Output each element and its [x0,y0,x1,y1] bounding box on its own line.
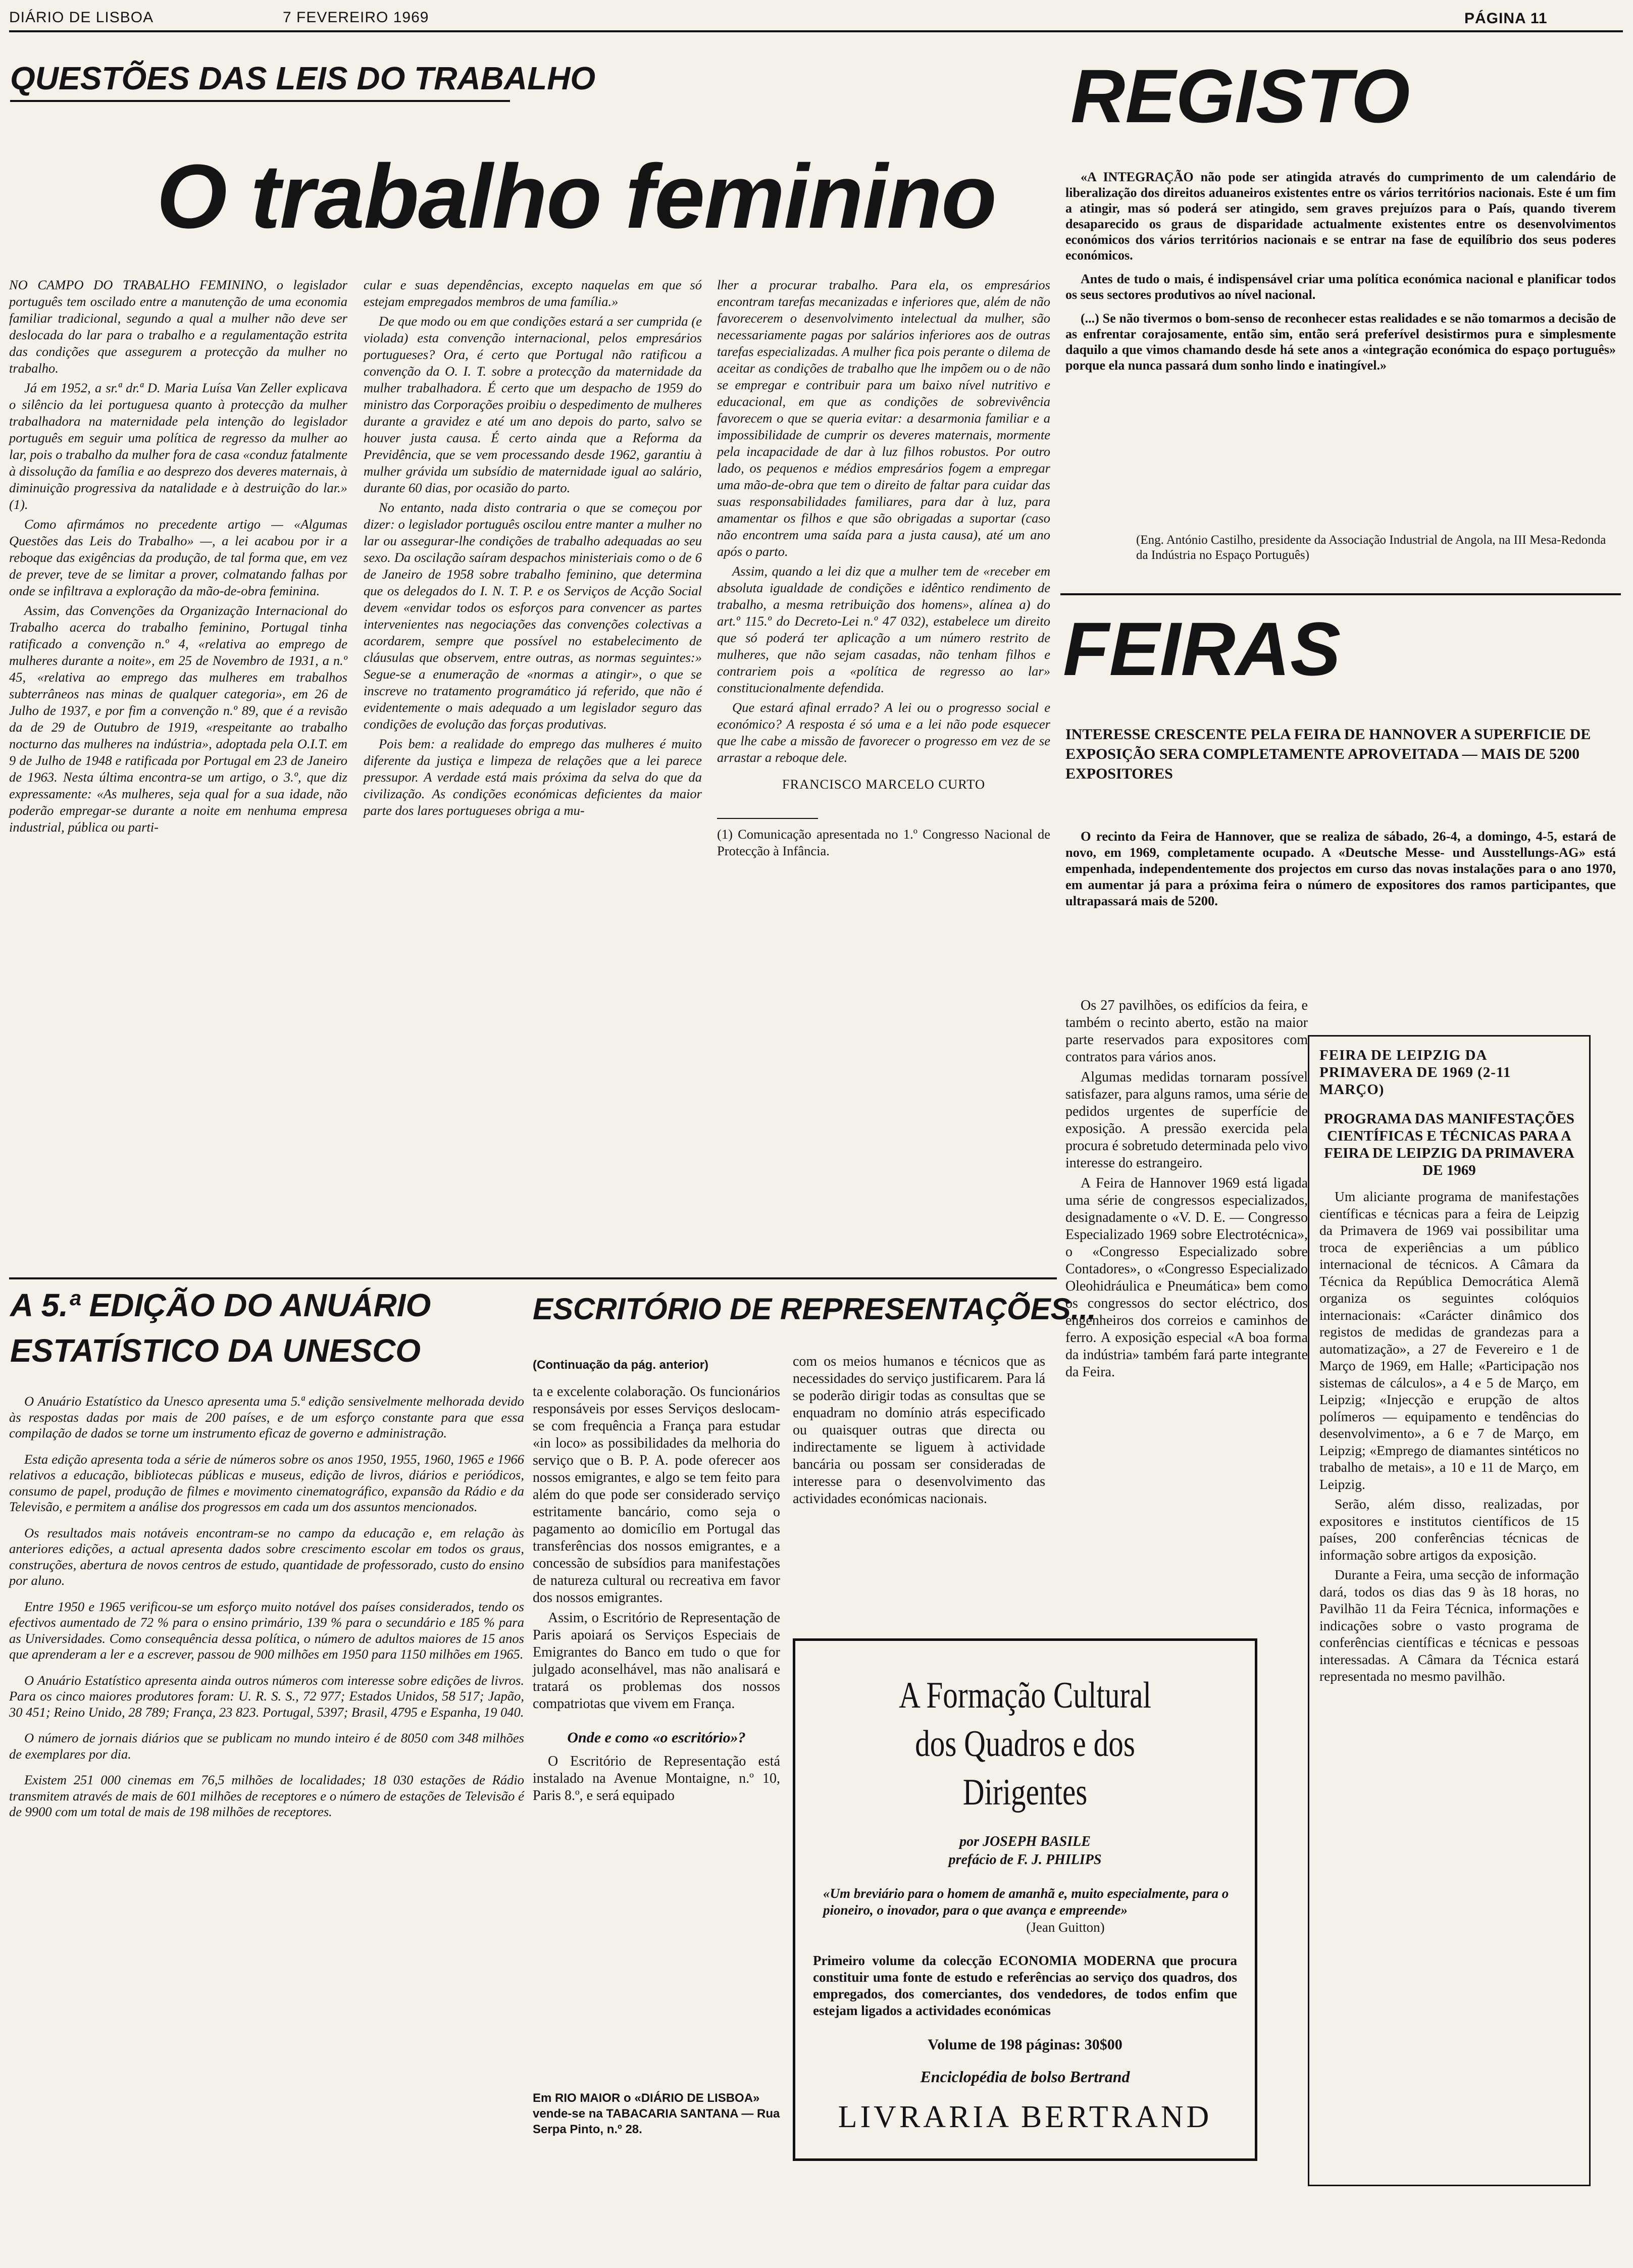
unesco-paragraph: Entre 1950 e 1965 verificou-se um esforço muito notável dos países considerados, tendo os efectivos aumentado de 72 % para o ensino primário, 139 % para o secundário e 185 % para as Universidades. Como consequência dessa política, o número de adultos maiores de 15 anos que aprenderam a ler e a escrever, passou de 900 milhões em 1950 para 1150 milhões em 1965. [9,1599,524,1662]
article-column-1 [9,277,347,839]
feiras-heading: FEIRAS [1063,606,1341,691]
article-paragraph: cular e suas dependências, excepto naquelas em que só estejam empregados membros de uma família.» [364,277,702,309]
leipzig-paragraph: Durante a Feira, uma secção de informação dará, todos os dias das 9 às 18 horas, no Pavilhão 11 da Feira Técnica, informações e indicações sobre o vasto programa de conferências científicas e técnicas e pessoas interessadas. A Câmara da Técnica estará representada no mesmo pavilhão. [1319,1567,1579,1684]
ad-author: por JOSEPH BASILE [959,1834,1091,1849]
registo-credit: (Eng. António Castilho, presidente da Associação Industrial de Angola, na III Mesa-Redonda da Indústria no Espaço Português) [1136,533,1606,562]
unesco-title-line-1: A 5.ª EDIÇÃO DO ANUÁRIO [10,1287,431,1323]
masthead-rule [9,30,1623,32]
article-paragraph: Assim, das Convenções da Organização Internacional do Trabalho acerca do trabalho feminino, Portugal tinha ratificado a convenção n.º 4, «relativa ao emprego de mulheres durante a noite», em 25 de Novembro de 1931, a n.º 45, «relativa ao emprego das mulheres em trabalhos subterrâneos nas minas de qualquer categoria», em 26 de Julho de 1937, e por fim a convenção n.º 89, que é a revisão da de 29 de Outubro de 1919, «respeitante ao trabalho nocturno das mulheres na indústria», adoptada pela O.I.T. em 9 de Julho de 1948 e ratificada por Portugal em 23 de Janeiro de 1963. Nesta última encontra-se um artigo, o 3.º, que diz expressamente: «As mulheres, seja qual for a sua idade, não poderão empregar-se durante a noite em nenhuma empresa industrial, pública ou parti- [9,603,347,835]
registo-body [1065,169,1616,376]
issue-date: 7 FEVEREIRO 1969 [283,9,429,26]
article-kicker: QUESTÕES DAS LEIS DO TRABALHO [10,60,596,96]
ad-title-line-2: dos Quadros e dos Dirigentes [915,1723,1135,1813]
rio-maior-note: Em RIO MAIOR o «DIÁRIO DE LISBOA» vende-se na TABACARIA SANTANA — Rua Serpa Pinto, n.º 28. [533,2091,780,2136]
leipzig-paragraph: Serão, além disso, realizadas, por expositores e institutos científicos de 15 países, 200 conferências técnicas de informação sobre artigos da exposição. [1319,1496,1579,1563]
ad-title-line-1: A Formação Cultural [899,1675,1151,1716]
unesco-paragraph: Existem 251 000 cinemas em 76,5 milhões de localidades; 18 030 estações de Rádio transmitem através de mais de 601 milhões de receptores e o número de estações de Televisão é de 9900 com um total de mais de 198 milhões de receptores. [9,1772,524,1819]
article-paragraph: Que estará afinal errado? A lei ou o progresso social e económico? A resposta é só uma e a lei não pode esquecer que lhe cabe a missão de favorecer o progresso em vez de se arrastar a reboque dele. [717,700,1050,765]
article-paragraph: lher a procurar trabalho. Para ela, os empresários encontram tarefas mecanizadas e inferiores que, além de não favorecerem o desenvolvimento intelectual da mulher, são necessariamente pagas por salários inferiores aos de outras tarefas especializadas. A mulher fica pois perante o dilema de aceitar as condições de trabalho que lhe impõem ou o de não se empregar e contribuir para um baixo nível nutritivo e educacional, em que as condições de sobrevivência favorecem o que se queria evitar: a desarmonia familiar e a impossibilidade de cumprir os deveres maternais, mormente pela incapacidade de dar à luz filhos robustos. Por outro lado, os pequenos e médios empresários fogem a empregar uma mão-de-obra que tem o direito de faltar para cuidar das suas responsabilidades familiares, para dar à luz, para amamentar os filhos e que são obrigadas a suportar (caso não encontrem uma saída para a justa causa), até um ano após o parto. [717,277,1050,559]
article-author: FRANCISCO MARCELO CURTO [782,777,986,792]
article-column-3 [717,277,1050,859]
section-rule [9,1277,1057,1279]
article-paragraph: Pois bem: a realidade do emprego das mulheres é muito diferente da justiça e limpeza de relações que a lei parece pressupor. A verdade está mais próxima da selva do que da civilização. As condições económicas deficientes da maior parte dos lares portugueses obriga a mu- [364,736,702,818]
article-footnote: (1) Comunicação apresentada no 1.º Congresso Nacional de Protecção à Infância. [717,827,1050,858]
escritorio-paragraph: ta e excelente colaboração. Os funcionários responsáveis por esses Serviços deslocam-se com frequência a França para estudar «in loco» as possibilidades da melhoria do serviço que o B. P. A. pode oferecer aos nossos emigrantes, e algo se tem feito para além do que pode ser considerado serviço estritamente bancário, como seja o pagamento ao domicílio em Portugal das transferências dos nossos emigrantes, e a concessão de subsídios para manifestações de natureza cultural ou recreativa em favor dos nossos emigrantes. [533,1384,780,1606]
unesco-body [9,1394,524,1823]
ad-series: Enciclopédia de bolso Bertrand [920,2068,1130,2086]
page-number: PÁGINA 11 [1464,10,1548,27]
escritorio-column-1 [533,1383,780,1808]
ad-preface: prefácio de F. J. PHILIPS [948,1852,1102,1868]
registo-paragraph: «A INTEGRAÇÃO não pode ser atingida através do cumprimento de um calendário de liberalização dos direitos aduaneiros existentes entre os vários territórios nacionais. Este é um fim a atingir, mas só poderá ser atingido, sem graves prejuízos para o País, quando tiverem desaparecido os graus de disparidade actualmente existentes entre os desenvolvimentos económicos dos vários territórios nacionais e se entrar na fase de equilíbrio dos seus poderes económicos. [1065,170,1616,263]
escritorio-paragraph: O Escritório de Representação está instalado na Avenue Montaigne, n.º 10, Paris 8.º, e será equipado [533,1754,780,1803]
unesco-title-line-2: ESTATÍSTICO DA UNESCO [10,1332,421,1369]
leipzig-paragraph: Um aliciante programa de manifestações científicas e técnicas para a feira de Leipzig da Primavera de 1969 vai possibilitar uma troca de experiências a um público internacional de técnicos. A Câmara da Técnica da República Democrática Alemã organiza os seguintes colóquios internacionais: «Carácter dinâmico dos registos de medidas de grandezas para a automatização», a 27 de Fevereiro e 1 de Março de 1969, em Halle; «Participação nos sistemas de cálculos», a 4 e 5 de Março, em Leipzig; «Injecção e erupção de altos polímeros — equipamento e tendências do desenvolvimento», a 6 e 7 de Março, em Leipzig; «Emprego de diamantes sintéticos no trabalho de metais», a 10 e 11 de Março, em Leipzig. [1319,1189,1579,1492]
unesco-paragraph: O Anuário Estatístico apresenta ainda outros números com interesse sobre edições de livros. Para os cinco maiores produtores foram: U. R. S. S., 72 977; Estados Unidos, 58 517; Japão, 30 451; Reino Unido, 28 789; França, 23 823. Portugal, 5397; Brasil, 4795 e Espanha, 19 040. [9,1672,524,1720]
escritorio-column-2 [793,1353,1045,1511]
kicker-rule [10,100,510,102]
leipzig-body [1319,1188,1579,1685]
escritorio-paragraph: com os meios humanos e técnicos que as necessidades do serviço justificarem. Para lá se poderão dirigir todas as consultas que se enquadram no domínio atrás especificado ou quaisquer outras que directa ou indirectamente se liguem à actividade bancária ou possam ser consideradas de interesse para o desenvolvimento das actividades económicas nacionais. [793,1354,1045,1507]
feiras-lead-paragraph: O recinto da Feira de Hannover, que se realiza de sábado, 26-4, a domingo, 4-5, estará de novo, em 1969, completamente ocupado. A «Deutsche Messe- und Ausstellungs-AG» está empenhada, independentemente dos projectos em curso das novas instalações para o ano 1970, em aumentar já para a próxima feira o número de expositores dos ramos participantes, que ultrapassará mais de 5200. [1065,829,1616,908]
unesco-paragraph: Esta edição apresenta toda a série de números sobre os anos 1950, 1955, 1960, 1965 e 1966 relativos a educação, bibliotecas públicas e museus, edição de livros, diários e periódicos, consumo de papel, produção de filmes e movimento cinematográfico, expansão da Rádio e da Televisão, e permitem a análise dos progressos em cada um dos assuntos mencionados. [9,1451,524,1514]
article-paragraph: De que modo ou em que condições estará a ser cumprida (e violada) esta convenção internacional, pelos empresários portugueses? Ora, é certo que Portugal não ratificou a convenção da O. I. T. sobre a protecção da maternidade da mulher trabalhadora. É certo que um despacho de 1959 do ministro das Corporações proibiu o despedimento de mulheres durante a gravidez e até um ano depois do parto, salvo se houver justa causa. É certo ainda que a Reforma da Previdência, que se vem processando desde 1962, garantiu à mulher grávida um subsídio de maternidade igual ao salário, durante 60 dias, por ocasião do parto. [364,314,702,495]
article-paragraph: Assim, quando a lei diz que a mulher tem de «receber em absoluta igualdade de condições e idêntico rendimento de trabalho, a mesma retribuição dos homens», alínea a) do art.º 115.º do Decreto-Lei n.º 47 032), estabelece um direito que só poderá ter aplicação a um número restrito de mulheres, que não sejam casadas, não tenham filhos e contrariem pois a «política de regresso ao lar» constitucionalmente defendida. [717,563,1050,695]
feiras-subhead: INTERESSE CRESCENTE PELA FEIRA DE HANNOVER A SUPERFICIE DE EXPOSIÇÃO SERA COMPLETAMENTE APROVEITADA — MAIS DE 5200 EXPOSITORES [1065,726,1591,782]
escritorio-title: ESCRITÓRIO DE REPRESENTAÇÕES... [533,1292,1096,1326]
registo-paragraph: Antes de tudo o mais, é indispensável criar uma política económica nacional e planificar todos os seus sectores produtivos ao nível nacional. [1065,272,1616,302]
escritorio-subheading: Onde e como «o escritório»? [567,1729,746,1746]
article-paragraph: Como afirmámos no precedente artigo — «Algumas Questões das Leis do Trabalho» —, a lei acabou por ir a reboque das exigências da produção, de tal forma que, em vez de prever, teve de se limitar a prover, colmatando falhas por onde se infiltrava a exploração da mão-de-obra feminina. [9,517,347,598]
feiras-lead [1065,828,1616,912]
registo-paragraph: (...) Se não tivermos o bom-senso de reconhecer estas realidades e se não tomarmos a decisão de as enfrentar corajosamente, então sim, então será preferível desistirmos pura e simplesmente daquilo a que vimos chamando desde há sete anos a «integração económica do espaço português» porque ela nunca passará dum sonho lindo e inatingível.» [1065,311,1616,373]
footnote-rule [717,818,818,819]
ad-volume-price: Volume de 198 páginas: 30$00 [928,2036,1122,2053]
unesco-paragraph: Os resultados mais notáveis encontram-se no campo da educação e, em relação às anteriores edições, a actual apresenta dados sobre crescimento escolar em todos os graus, construções, abertura de novos centros de estudo, quantidade de professorado, custo do ensino por aluno. [9,1525,524,1588]
feiras-paragraph: A Feira de Hannover 1969 está ligada uma série de congressos especializados, designadamente o «V. D. E. — Congresso Especializado 1969 sobre Electrotécnica», o «Congresso Especializado sobre Contadores», o «Congresso Especializado Oleohidráulica e Pneumática» bem como os congressos do sector eléctrico, dos engenheiros dos correios e caminhos de ferro. A exposição especial «A boa forma da indústria» também fará parte integrante da Feira. [1065,1175,1308,1380]
book-advertisement [793,1638,1257,2161]
leipzig-subtitle: PROGRAMA DAS MANIFESTAÇÕES CIENTÍFICAS E TÉCNICAS PARA A FEIRA DE LEIPZIG DA PRIMAVERA DE 1969 [1324,1111,1574,1178]
ad-publisher: LIVRARIA BERTRAND [838,2100,1212,2134]
escritorio-continued: (Continuação da pág. anterior) [533,1358,709,1372]
article-paragraph: Já em 1952, a sr.ª dr.ª D. Maria Luísa Van Zeller explicava o silêncio da lei portuguesa quanto à protecção da mulher trabalhadora na maternidade pela intenção do legislador português em seguir uma política de regresso da mulher ao lar, pois o trabalho da mulher fora de casa «conduz fatalmente à dissolução da família e ao desprezo dos deveres maternais, à diminuição progressiva da natalidade e à destruição do lar.» (1). [9,380,347,512]
leipzig-title: FEIRA DE LEIPZIG DA PRIMAVERA DE 1969 (2-11 MARÇO) [1319,1047,1511,1098]
feiras-paragraph: Os 27 pavilhões, os edifícios da feira, e também o recinto aberto, estão na maior parte reservados para expositores com contratos para vários anos. [1065,998,1308,1065]
article-paragraph: NO CAMPO DO TRABALHO FEMININO, o legislador português tem oscilado entre a manutenção de uma economia familiar tradicional, segundo a qual a mulher não deve ser deslocada do lar para o trabalho e a regulamentação estrita das condições que assegurem a protecção da mulher no trabalho. [9,277,347,376]
article-column-2 [364,277,702,822]
registo-heading: REGISTO [1070,54,1410,138]
ad-description: Primeiro volume da colecção ECONOMIA MODERNA que procura constituir uma fonte de estudo e referências ao serviço dos quadros, dos empregados, dos comerciantes, dos vendedores, de todos enfim que estejam ligados a actividades económicas [813,1953,1237,2018]
newspaper-name: DIÁRIO DE LISBOA [9,9,154,26]
registo-rule [1060,593,1621,595]
article-paragraph: No entanto, nada disto contraria o que se começou por dizer: o legislador português oscilou entre manter a mulher no lar ou assegurar-lhe condições de trabalho adequadas ao seu sexo. Da oscilação saíram despachos ministeriais como o de 6 de Janeiro de 1958 sobre trabalho feminino, que determina que os delegados do I. N. T. P. e os Serviços de Acção Social devem «envidar todos os esforços para convencer as partes intervenientes nas negociações das convenções colectivas a acordarem, sempre que possível no estabelecimento de cláusulas que observem, entre outras, as normas seguintes:» Segue-se a enumeração de «normas a atingir», o que se inscreve no tratamento programático já referido, que não é evidentemente o mais adequado a um legislador seguro das condições de evolução das forças produtivas. [364,500,702,732]
unesco-paragraph: O número de jornais diários que se publicam no mundo inteiro é de 8050 com 348 milhões de exemplares por dia. [9,1730,524,1762]
escritorio-paragraph: Assim, o Escritório de Representação de Paris apoiará os Serviços Especiais de Emigrantes do Banco em tudo o que for julgado aconselhável, mas não analisará e tratará os problemas dos nossos compatriotas que vivem em França. [533,1610,780,1712]
unesco-paragraph: O Anuário Estatístico da Unesco apresenta uma 5.ª edição sensivelmente melhorada devido às respostas dadas por mais de 200 países, e de um esforço constante para que essa compilação de dados se torne um instrumento eficaz de governo e administração. [9,1394,524,1440]
ad-quote-author: (Jean Guitton) [1026,1920,1105,1935]
article-title: O trabalho feminino [157,146,996,247]
ad-quote: «Um breviário para o homem de amanhã e, muito especialmente, para o pioneiro, o inovador, para o que avança e empreende» [823,1886,1229,1918]
leipzig-box [1308,1035,1591,2186]
feiras-paragraph: Algumas medidas tornaram possível satisfazer, para alguns ramos, uma série de pedidos urgentes de superfície de exposição. A pressão exercida pela procura é sobretudo determinada pelo vivo interesse do estrangeiro. [1065,1069,1308,1171]
feiras-body [1065,997,1308,1384]
